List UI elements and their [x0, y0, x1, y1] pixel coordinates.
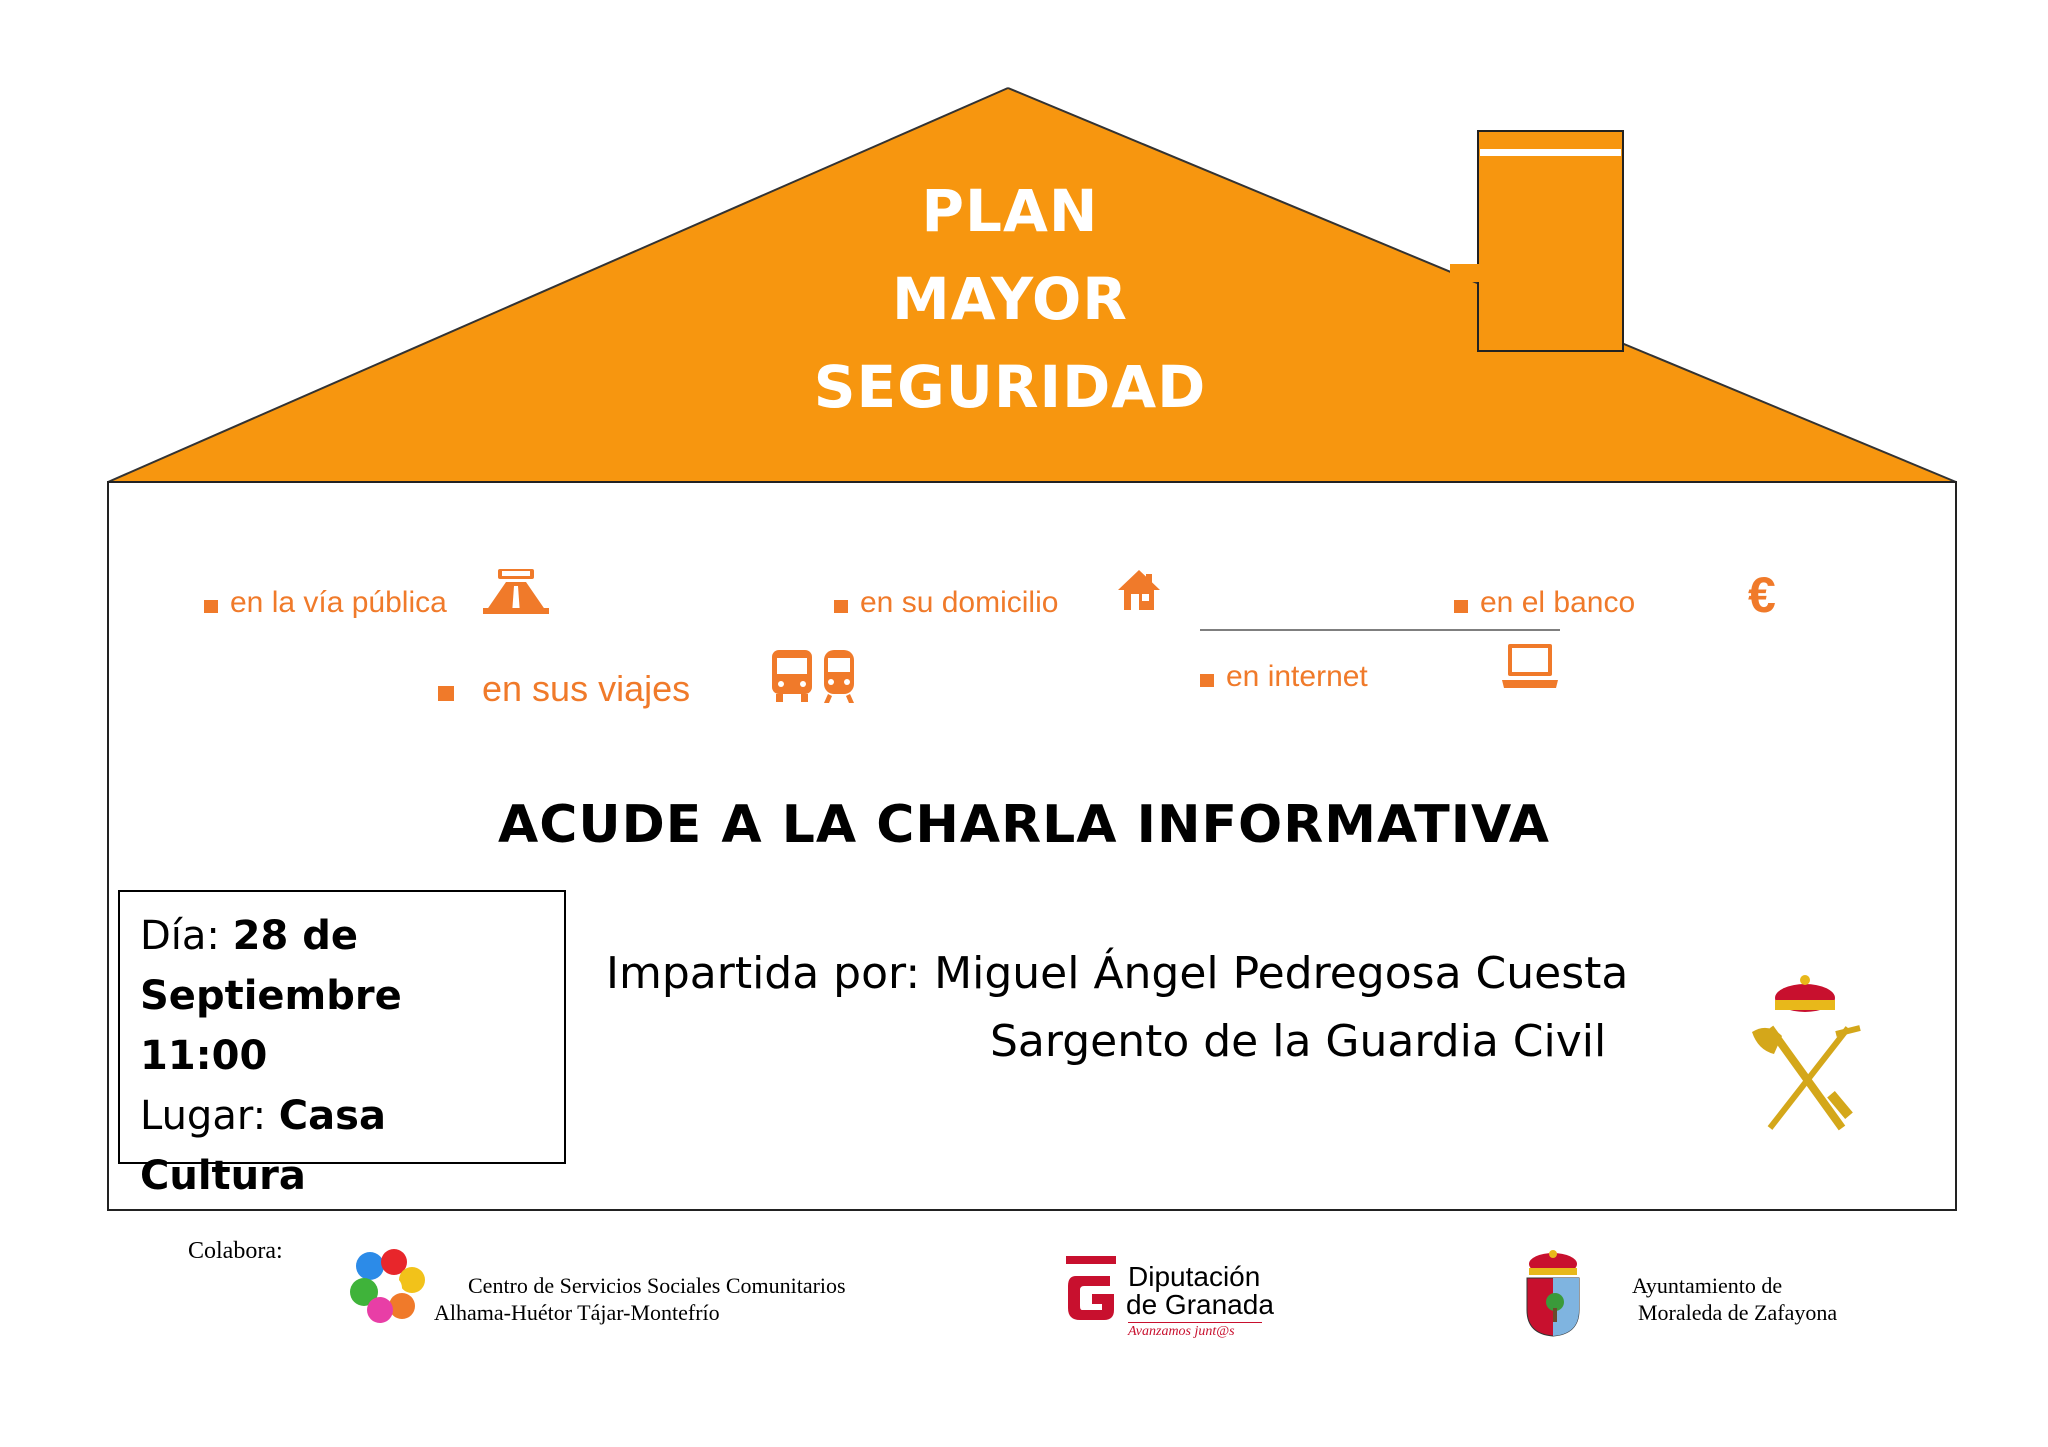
headline: ACUDE A LA CHARLA INFORMATIVA	[497, 795, 1551, 855]
diputacion-line1: Diputación	[1128, 1261, 1261, 1292]
ayuntamiento-line1: Ayuntamiento de	[1632, 1273, 1783, 1298]
month-value: Septiembre	[140, 973, 402, 1019]
bullet-icon	[1200, 674, 1214, 687]
diputacion-logo-icon	[1064, 1254, 1118, 1326]
event-info-box	[118, 890, 566, 1199]
topic-viajes-label: en sus viajes	[482, 668, 691, 709]
roof-title-line1: PLAN	[921, 177, 1099, 245]
bus-train-icon	[770, 648, 858, 704]
speaker-name: Impartida por: Miguel Ángel Pedregosa Cuesta	[606, 948, 1629, 999]
topic-domicilio	[834, 586, 1058, 620]
servicios-sociales-line2: Alhama-Huétor Tájar-Montefrío	[434, 1300, 720, 1325]
topic-via-publica	[204, 586, 447, 620]
roof-title-line3: SEGURIDAD	[813, 353, 1207, 421]
bullet-icon	[204, 600, 218, 613]
topic-domicilio-label: en su domicilio	[860, 586, 1059, 619]
event-place	[140, 1086, 564, 1206]
speaker-rank: Sargento de la Guardia Civil	[990, 1016, 1607, 1067]
day-label: Día:	[140, 913, 233, 959]
event-month	[140, 966, 564, 1026]
bullet-icon	[834, 600, 848, 613]
moraleda-coat-of-arms-icon	[1522, 1250, 1584, 1338]
servicios-sociales-line1: Centro de Servicios Sociales Comunitarios	[468, 1273, 846, 1298]
place-label: Lugar:	[140, 1093, 279, 1139]
topic-viajes	[438, 668, 690, 710]
topic-internet-label: en internet	[1226, 660, 1368, 693]
road-icon	[482, 568, 550, 616]
place-value: Casa Cultura	[140, 1093, 386, 1199]
collabora-label: Colabora:	[188, 1238, 283, 1264]
ayuntamiento-line2: Moraleda de Zafayona	[1638, 1300, 1838, 1325]
bullet-icon	[438, 686, 454, 701]
euro-icon: €	[1748, 567, 1776, 623]
event-time	[140, 1026, 564, 1086]
topic-internet	[1200, 660, 1368, 694]
roof-title-line2: MAYOR	[892, 265, 1128, 333]
day-value: 28 de	[232, 913, 358, 959]
time-value: 11:00	[140, 1033, 268, 1079]
topic-banco	[1454, 586, 1635, 620]
diputacion-slogan: Avanzamos junt@s	[1128, 1324, 1235, 1339]
guardia-civil-emblem-icon	[1730, 968, 1880, 1138]
bullet-icon	[1454, 600, 1468, 613]
laptop-icon	[1500, 642, 1560, 690]
topic-via-publica-label: en la vía pública	[230, 586, 447, 619]
topic-banco-label: en el banco	[1480, 586, 1636, 619]
chimney	[1478, 131, 1623, 351]
servicios-sociales-logo-icon	[346, 1248, 430, 1326]
diputacion-line2: de Granada	[1126, 1289, 1274, 1320]
event-day	[140, 906, 564, 966]
house-icon	[1116, 568, 1162, 612]
